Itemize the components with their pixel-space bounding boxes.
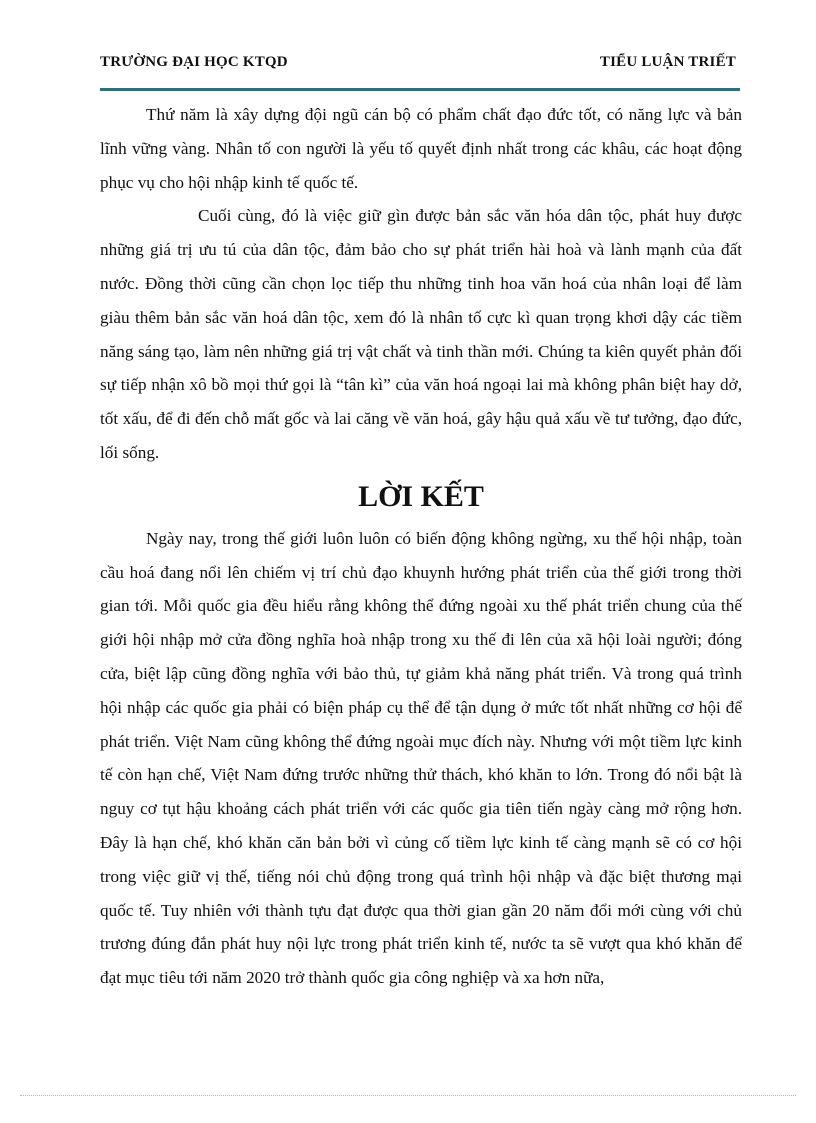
body-paragraph-2: Cuối cùng, đó là việc giữ gìn được bản sắc văn hóa dân tộc, phát huy được những giá trị ưu tú của dân tộc, đảm bảo cho sự phát triển hài hoà và lành mạnh của đất nước. Đồng thời cũng cần chọn lọc tiếp thu những tinh hoa văn hoá của nhân loại để làm giàu thêm bản sắc văn hoá dân tộc, xem đó là nhân tố cực kì quan trọng khơi dậy các tiềm năng sáng tạo, làm nên những giá trị vật chất và tinh thần mới. Chúng ta kiên quyết phản đối sự tiếp nhận xô bồ mọi thứ gọi là “tân kì” của văn hoá ngoại lai mà không phân biệt hay dở, tốt xấu, để đi đến chỗ mất gốc và lai căng về văn hoá, gây hậu quả xấu về tư tưởng, đạo đức, lối sống. [100,206,742,462]
section-title: LỜI KẾT [358,479,484,513]
header-university-name: TRƯỜNG ĐẠI HỌC KTQD [100,54,288,70]
body-paragraph-3: Ngày nay, trong thế giới luôn luôn có biến động không ngừng, xu thế hội nhập, toàn cầu hoá đang nổi lên chiếm vị trí chủ đạo khuynh hướng phát triển của thế giới trong thời gian tới. Mỗi quốc gia đều hiểu rằng không thể đứng ngoài xu thế phát triển chung của thế giới hội nhập mở cửa đồng nghĩa hoà nhập trong xu thế đi lên của xã hội loài người; đóng cửa, biệt lập cũng đồng nghĩa với bảo thủ, tự giảm khả năng phát triển. Và trong quá trình hội nhập các quốc gia phải có biện pháp cụ thể để tận dụng ở mức tốt nhất những cơ hội để phát triển. Việt Nam cũng không thể đứng ngoài mục đích này. Nhưng với một tiềm lực kinh tế còn hạn chế, Việt Nam đứng trước những thử thách, khó khăn to lớn. Trong đó nổi bật là nguy cơ tụt hậu khoảng cách phát triển với các quốc gia tiên tiến ngày càng mở rộng hơn. Đây là hạn chế, khó khăn căn bản bởi vì củng cố tiềm lực kinh tế càng mạnh sẽ có cơ hội trong việc giữ vị thế, tiếng nói chủ động trong quá trình hội nhập và đặc biệt thương mại quốc tế. Tuy nhiên với thành tựu đạt được qua thời gian gần 20 năm đổi mới cùng với chủ trương đúng đắn phát huy nội lực trong phát triển kinh tế, nước ta sẽ vượt qua khó khăn để đạt mục tiêu tới năm 2020 trở thành quốc gia công nghiệp và xa hơn nữa, [100,528,742,988]
header-document-type: TIỂU LUẬN TRIẾT [599,54,736,70]
header-divider-line [100,88,740,91]
page-header [100,54,736,76]
body-paragraph-1: Thứ năm là xây dựng đội ngũ cán bộ có phẩm chất đạo đức tốt, có năng lực và bản lĩnh vững vàng. Nhân tố con người là yếu tố quyết định nhất trong các khâu, các hoạt động phục vụ cho hội nhập kinh tế quốc tế. [100,105,742,192]
footer-dotted-divider [20,1095,796,1096]
document-body [100,98,742,995]
